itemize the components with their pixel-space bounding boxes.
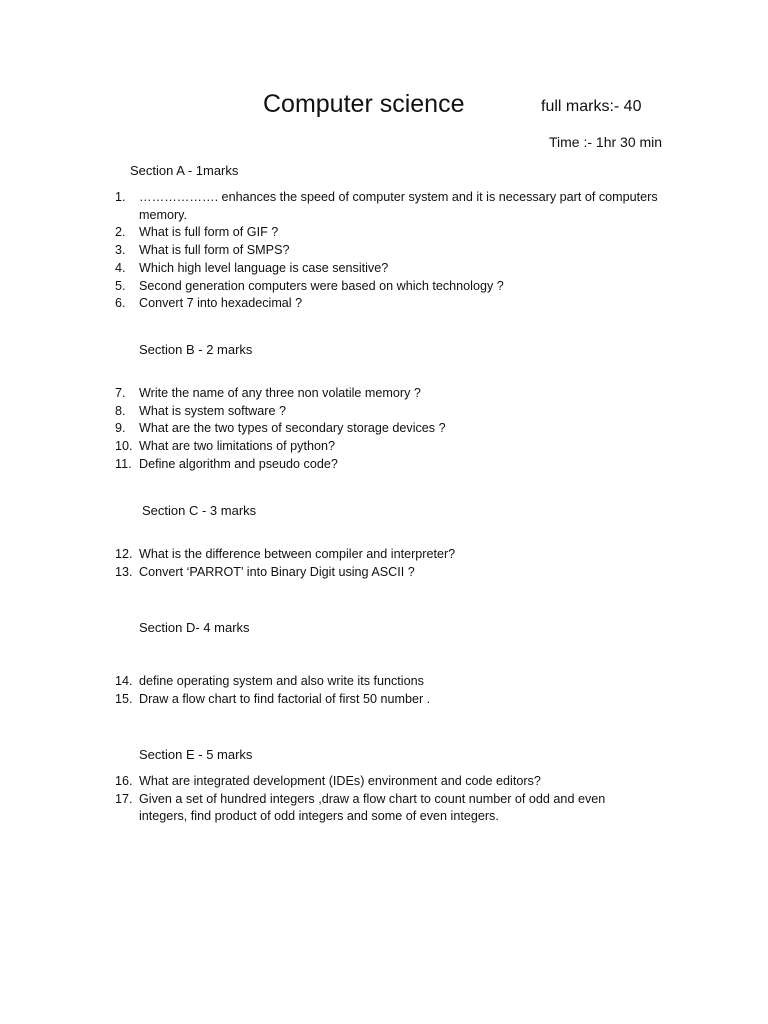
question-number: 17. xyxy=(115,791,133,806)
section-c-question-list xyxy=(115,546,675,581)
question-text: Second generation computers were based on which technology ? xyxy=(139,278,504,293)
question-item xyxy=(115,456,675,474)
question-text: define operating system and also write its functions xyxy=(139,674,424,688)
question-text: What is full form of GIF ? xyxy=(139,225,279,240)
question-number: 14. xyxy=(115,674,133,688)
full-marks-label: full marks:- 40 xyxy=(541,98,642,115)
question-item xyxy=(115,385,675,403)
question-text: Convert 7 into hexadecimal ? xyxy=(139,296,303,311)
question-item xyxy=(115,546,675,564)
question-number: 12. xyxy=(115,547,133,561)
question-item xyxy=(115,420,675,438)
section-b-question-list xyxy=(115,385,675,474)
time-label: Time :- 1hr 30 min xyxy=(549,134,663,150)
question-number: 1. xyxy=(115,190,126,204)
question-item xyxy=(115,564,675,582)
question-number: 3. xyxy=(115,243,126,258)
question-number: 7. xyxy=(115,386,126,400)
question-number: 15. xyxy=(115,691,133,706)
question-number: 5. xyxy=(115,278,126,293)
question-item xyxy=(115,791,645,826)
section-b-heading: Section B - 2 marks xyxy=(139,342,253,357)
question-text: Draw a flow chart to find factorial of first 50 number . xyxy=(139,691,431,706)
question-text: What is the difference between compiler and interpreter? xyxy=(139,547,456,561)
question-number: 6. xyxy=(115,296,126,311)
page-title: Computer science xyxy=(263,90,465,118)
question-number: 2. xyxy=(115,225,126,240)
question-number: 10. xyxy=(115,439,133,454)
question-text: What are integrated development (IDEs) environment and code editors? xyxy=(139,774,541,788)
question-number: 16. xyxy=(115,774,133,788)
section-e-question-list xyxy=(115,773,645,826)
question-number: 8. xyxy=(115,403,126,418)
question-number: 11. xyxy=(115,456,132,471)
question-text: What are the two types of secondary storage devices ? xyxy=(139,421,446,436)
question-text: Write the name of any three non volatile memory ? xyxy=(139,386,421,400)
question-text: Define algorithm and pseudo code? xyxy=(139,456,338,471)
question-item xyxy=(115,673,675,691)
question-text: ………………. enhances the speed of computer system and it is necessary part of computers memory. xyxy=(139,190,658,222)
question-text: What are two limitations of python? xyxy=(139,439,335,454)
question-text: What is full form of SMPS? xyxy=(139,243,290,258)
question-number: 4. xyxy=(115,260,126,275)
question-item xyxy=(115,438,675,456)
section-a-heading: Section A - 1marks xyxy=(130,163,239,178)
section-d-heading: Section D- 4 marks xyxy=(139,620,250,635)
question-item xyxy=(115,691,675,709)
section-d-question-list xyxy=(115,673,675,708)
question-item xyxy=(115,260,675,278)
question-text: Which high level language is case sensitive? xyxy=(139,260,389,275)
question-text: What is system software ? xyxy=(139,403,286,418)
section-e-heading: Section E - 5 marks xyxy=(139,747,253,762)
question-item xyxy=(115,189,675,224)
question-number: 9. xyxy=(115,421,126,436)
question-item xyxy=(115,224,675,242)
question-text: Convert ‘PARROT’ into Binary Digit using ASCII ? xyxy=(139,564,415,579)
question-item xyxy=(115,278,675,296)
question-number: 13. xyxy=(115,564,133,579)
question-item xyxy=(115,773,645,791)
section-a-question-list xyxy=(115,189,675,313)
question-text: Given a set of hundred integers ,draw a flow chart to count number of odd and even integers, find product of odd integers and some of even integers. xyxy=(139,791,606,824)
question-item xyxy=(115,295,675,313)
question-item xyxy=(115,403,675,421)
question-item xyxy=(115,242,675,260)
section-c-heading: Section C - 3 marks xyxy=(142,503,257,518)
